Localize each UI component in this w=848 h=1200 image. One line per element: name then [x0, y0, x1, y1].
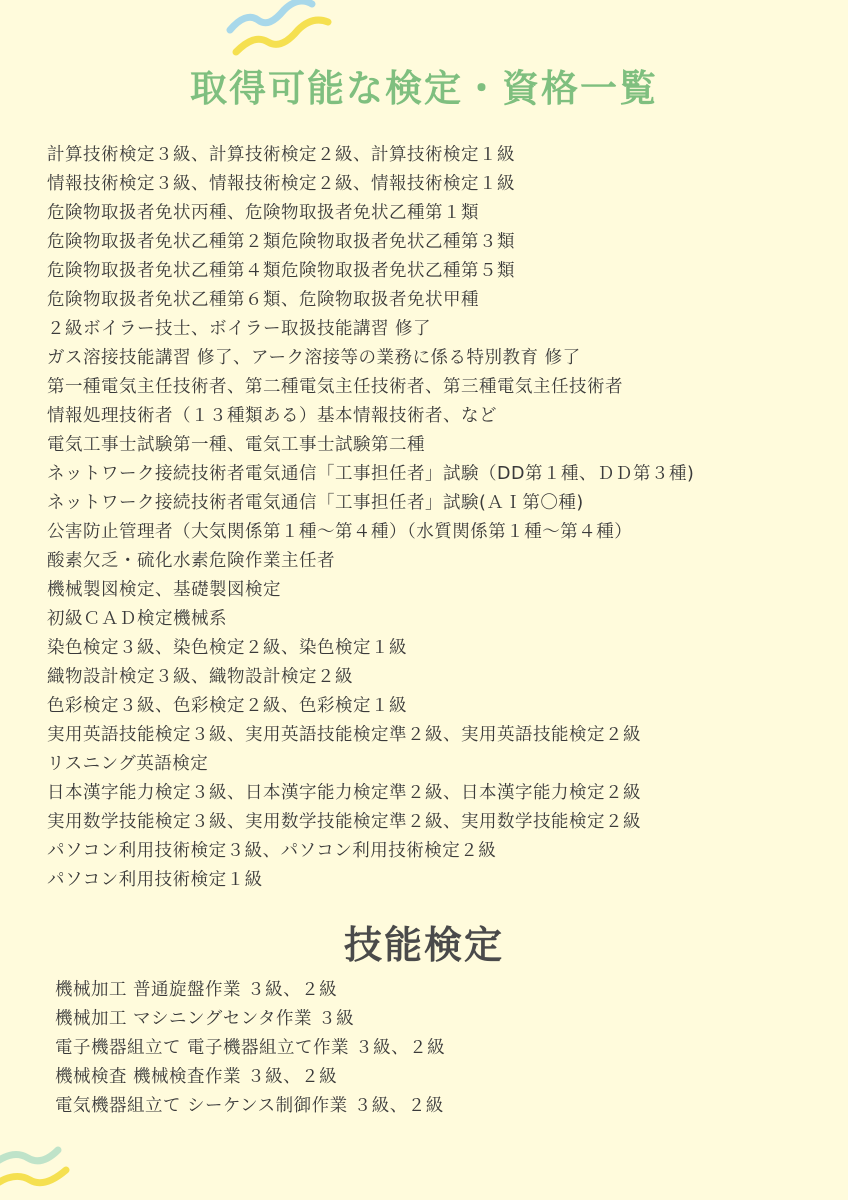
list-item: 電気機器組立て シーケンス制御作業 ３級、２級: [55, 1096, 444, 1116]
list-item: 機械検査 機械検査作業 ３級、２級: [55, 1067, 338, 1087]
list-item: 公害防止管理者（大気関係第１種〜第４種）（水質関係第１種〜第４種）: [47, 522, 633, 542]
skill-list: [55, 976, 835, 1121]
list-item: リスニング英語検定: [47, 754, 209, 774]
list-item: 染色検定３級、染色検定２級、染色検定１級: [47, 638, 407, 658]
list-item: 日本漢字能力検定３級、日本漢字能力検定準２級、日本漢字能力検定２級: [47, 783, 641, 803]
list-item: パソコン利用技術検定１級: [47, 870, 263, 890]
list-item: 情報処理技術者（１３種類ある）基本情報技術者、など: [47, 406, 497, 426]
list-item: 実用英語技能検定３級、実用英語技能検定準２級、実用英語技能検定２級: [47, 725, 641, 745]
list-item: ネットワーク接続技術者電気通信「工事担任者」試験（DD第１種、ＤＤ第３種): [47, 464, 695, 484]
list-item: 第一種電気主任技術者、第二種電気主任技術者、第三種電気主任技術者: [47, 377, 623, 397]
list-item: 織物設計検定３級、織物設計検定２級: [47, 667, 353, 687]
list-item: 機械製図検定、基礎製図検定: [47, 580, 281, 600]
list-item: 危険物取扱者免状丙種、危険物取扱者免状乙種第１類: [47, 203, 479, 223]
wave-decoration-top: [222, 0, 332, 62]
list-item: 電子機器組立て 電子機器組立て作業 ３級、２級: [55, 1038, 446, 1058]
list-item: 危険物取扱者免状乙種第４類危険物取扱者免状乙種第５類: [47, 261, 515, 281]
section-title-skills: 技能検定: [343, 923, 504, 967]
list-item: 色彩検定３級、色彩検定２級、色彩検定１級: [47, 696, 407, 716]
page-title: 取得可能な検定・資格一覧: [190, 67, 658, 110]
list-item: ネットワーク接続技術者電気通信「工事担任者」試験(ＡＩ第〇種): [47, 493, 584, 513]
list-item: 酸素欠乏・硫化水素危険作業主任者: [47, 551, 335, 571]
list-item: パソコン利用技術検定３級、パソコン利用技術検定２級: [47, 841, 497, 861]
list-item: 情報技術検定３級、情報技術検定２級、情報技術検定１級: [47, 174, 515, 194]
list-item: 初級ＣＡＤ検定機械系: [47, 609, 227, 629]
list-item: 危険物取扱者免状乙種第２類危険物取扱者免状乙種第３類: [47, 232, 515, 252]
certification-list: [47, 141, 837, 895]
list-item: ２級ボイラー技士、ボイラー取扱技能講習 修了: [47, 319, 432, 339]
list-item: 機械加工 マシニングセンタ作業 ３級: [55, 1009, 355, 1029]
list-item: 電気工事士試験第一種、電気工事士試験第二種: [47, 435, 425, 455]
list-item: 機械加工 普通旋盤作業 ３級、２級: [55, 980, 338, 1000]
list-item: 実用数学技能検定３級、実用数学技能検定準２級、実用数学技能検定２級: [47, 812, 641, 832]
list-item: 計算技術検定３級、計算技術検定２級、計算技術検定１級: [47, 145, 515, 165]
list-item: 危険物取扱者免状乙種第６類、危険物取扱者免状甲種: [47, 290, 479, 310]
wave-decoration-bottom: [0, 1140, 80, 1200]
list-item: ガス溶接技能講習 修了、アーク溶接等の業務に係る特別教育 修了: [47, 348, 581, 368]
